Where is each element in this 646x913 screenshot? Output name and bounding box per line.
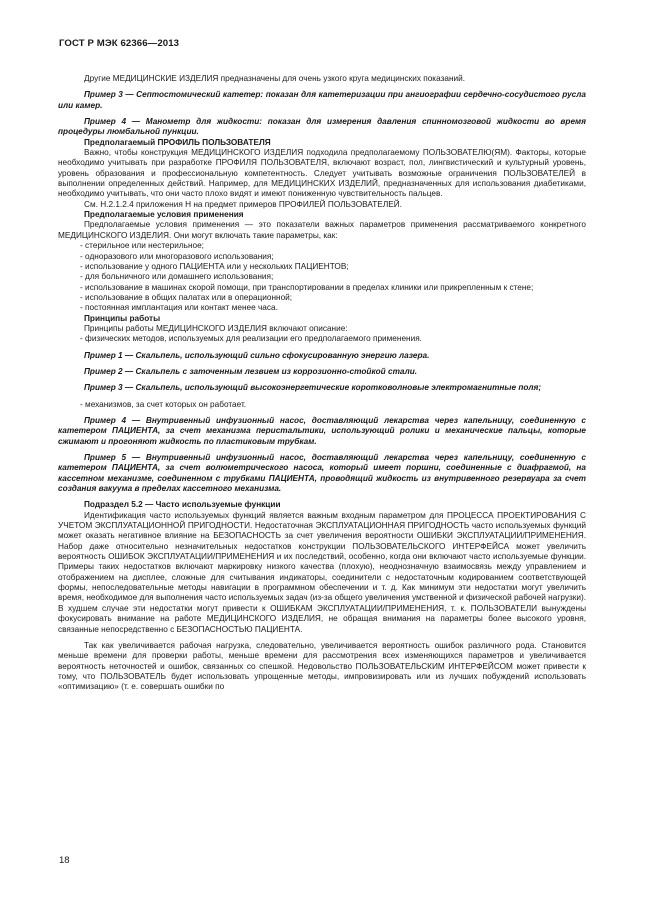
heading-user-profile: Предполагаемый ПРОФИЛЬ ПОЛЬЗОВАТЕЛЯ bbox=[84, 137, 271, 147]
example-5-volumetric-pump: Пример 5 — Внутривенный инфузионный насос, доставляющий лекарства через капельницу, соединенную с катетером ПАЦИЕНТА, за счет волюметрического насоса, который имеет поршни, соединенные с диафрагмой, на кассетном механизме, соединенном с трубками ПАЦИЕНТА, проводящий жидкость из внутривенного резервуара за счет создания вакуума в пределах кассетного механизма. bbox=[58, 453, 586, 494]
list-item: - стерильное или нестерильное; bbox=[80, 241, 204, 251]
paragraph-frequent-functions: Идентификация часто используемых функций является важным входным параметром для ПРОЦЕССА ПРОЕКТИРОВАНИЯ С УЧЕТОМ ЭКСПЛУАТАЦИОННОЙ ПРИГОДНОСТИ. Недостаточная ЭКСПЛУАТАЦИОННАЯ ПРИГОДНОСТЬ часто используемых функций может оказать негативное влияние на БЕЗОПАСНОСТЬ за счет увеличения вероятности ОШИБКИ ЭКСПЛУАТАЦИИ/ПРИМЕНЕНИЯ. Набор даже относительно незначительных недостатков конструкции ПОЛЬЗОВАТЕЛЬСКОГО ИНТЕРФЕЙСА может увеличить вероятность ОШИБОК ЭКСПЛУАТАЦИИ/ПРИМЕНЕНИЯ и их последствий, особенно, когда они включают часто используемые функции. Примеры таких недостатков включают маркировку низкого качества (плохую), неоднозначную взаимосвязь между управлением и отображением на дисплее, сложные для считывания индикаторы, соединители с недостаточным кодированием соответствующей формы, непоследовательные методы навигации в программном обеспечении и т. д. Как минимум эти недостатки могут увеличить время, необходимое для выполнения часто используемых задач (из-за общего увеличения умственной и физической рабочей нагрузки). В худшем случае эти недостатки могут привести к ОШИБКАМ ЭКСПЛУАТАЦИИ/ПРИМЕНЕНИЯ, т. к. ПОЛЬЗОВАТЕЛИ вынуждены фокусировать внимание на работе МЕДИЦИНСКОГО ИЗДЕЛИЯ, не обращая внимания на параметры более высокого уровня, связанные непосредственно с БЕЗОПАСНОСТЬЮ ПАЦИЕНТА. bbox=[58, 510, 586, 634]
list-item: - для больничного или домашнего использования; bbox=[80, 272, 274, 282]
paragraph-other-devices: Другие МЕДИЦИНСКИЕ ИЗДЕЛИЯ предназначены для очень узкого круга медицинских показаний. bbox=[84, 74, 466, 83]
paragraph-see-annex: См. Н.2.1.2.4 приложения Н на предмет примеров ПРОФИЛЕЙ ПОЛЬЗОВАТЕЛЕЙ. bbox=[84, 199, 402, 209]
example-3-em-fields: Пример 3 — Скальпель, использующий высокоэнергетические коротковолновые электромагнитные поля; bbox=[84, 383, 542, 393]
list-item: - постоянная имплантация или контакт менее часа. bbox=[80, 303, 278, 313]
page-number: 18 bbox=[59, 855, 70, 866]
example-1-laser: Пример 1 — Скальпель, использующий сильно сфокусированную энергию лазера. bbox=[84, 350, 430, 360]
heading-subsection-5-2: Подраздел 5.2 — Часто используемые функции bbox=[84, 500, 281, 510]
paragraph-user-profile: Важно, чтобы конструкция МЕДИЦИНСКОГО ИЗДЕЛИЯ подходила предполагаемому ПОЛЬЗОВАТЕЛЮ(ЯМ). Факторы, которые необходимо учитывать при разработке ПРОФИЛЯ ПОЛЬЗОВАТЕЛЯ, включают возраст, пол, лингвистический и культурный уровень, уровень образования и профессиональную компетентность. Следует учитывать возможные ограничения ПОЛЬЗОВАТЕЛЕЙ в выполнении определенных действий. Например, для МЕДИЦИНСКИХ ИЗДЕЛИЙ, предназначенных для использования диабетиками, необходимо учитывать, что они часто плохо видят и имеют пониженную чувствительность пальцев. bbox=[58, 148, 586, 199]
list-item: - одноразового или многоразового использования; bbox=[80, 251, 274, 261]
standard-header: ГОСТ Р МЭК 62366—2013 bbox=[59, 38, 180, 49]
example-2-blade: Пример 2 — Скальпель с заточенным лезвием из коррозионно-стойкой стали. bbox=[84, 366, 418, 376]
conditions-list bbox=[58, 241, 586, 313]
list-item: - использование у одного ПАЦИЕНТА или у нескольких ПАЦИЕНТОВ; bbox=[80, 261, 349, 271]
paragraph-use-conditions: Предполагаемые условия применения — это показатели важных параметров применения рассматриваемого конкретного МЕДИЦИНСКОГО ИЗДЕЛИЯ. Они могут включать такие параметры, как: bbox=[58, 220, 586, 240]
example-4-manometer: Пример 4 — Манометр для жидкости: показан для измерения давления спинномозговой жидкости во время процедуры люмбальной пункции. bbox=[58, 117, 586, 137]
list-item-mechanisms: - механизмов, за счет которых он работает. bbox=[80, 399, 247, 409]
heading-principles: Принципы работы bbox=[84, 313, 161, 323]
paragraph-principles: Принципы работы МЕДИЦИНСКОГО ИЗДЕЛИЯ включают описание: bbox=[84, 323, 348, 333]
example-3-catheter: Пример 3 — Септостомический катетер: показан для катетеризации при ангиографии сердечно-сосудистого русла или камер. bbox=[58, 90, 586, 110]
page-body bbox=[58, 74, 586, 693]
paragraph-workload: Так как увеличивается рабочая нагрузка, следовательно, увеличивается вероятность ошибок различного рода. Становится меньше времени для проверки работы, меньше времени для рассмотрения всех изменяющихся параметров и увеличивается вероятность неточностей и ошибок, связанных со спешкой. Недовольство ПОЛЬЗОВАТЕЛЬСКИМ ИНТЕРФЕЙСОМ может привести к тому, что ПОЛЬЗОВАТЕЛЬ будет использовать упрощенные методы, импровизировать или из лучших побуждений использовать «оптимизацию» (т. е. совершать ошибки по bbox=[58, 640, 586, 692]
example-4-peristaltic-pump: Пример 4 — Внутривенный инфузионный насос, доставляющий лекарства через капельницу, соединенную с катетером ПАЦИЕНТА, за счет механизма перистальтики, использующий ролики и механические пальцы, которые сжимают и прогоняют жидкость по пластиковым трубкам. bbox=[58, 415, 586, 446]
heading-use-conditions: Предполагаемые условия применения bbox=[84, 210, 244, 220]
list-item: - использование в машинах скорой помощи, при транспортировании в пределах клиники или прикрепленным к стене; bbox=[80, 282, 534, 292]
list-item-physical: - физических методов, используемых для реализации его предполагаемого применения. bbox=[80, 334, 422, 344]
list-item: - использование в общих палатах или в операционной; bbox=[80, 292, 293, 302]
